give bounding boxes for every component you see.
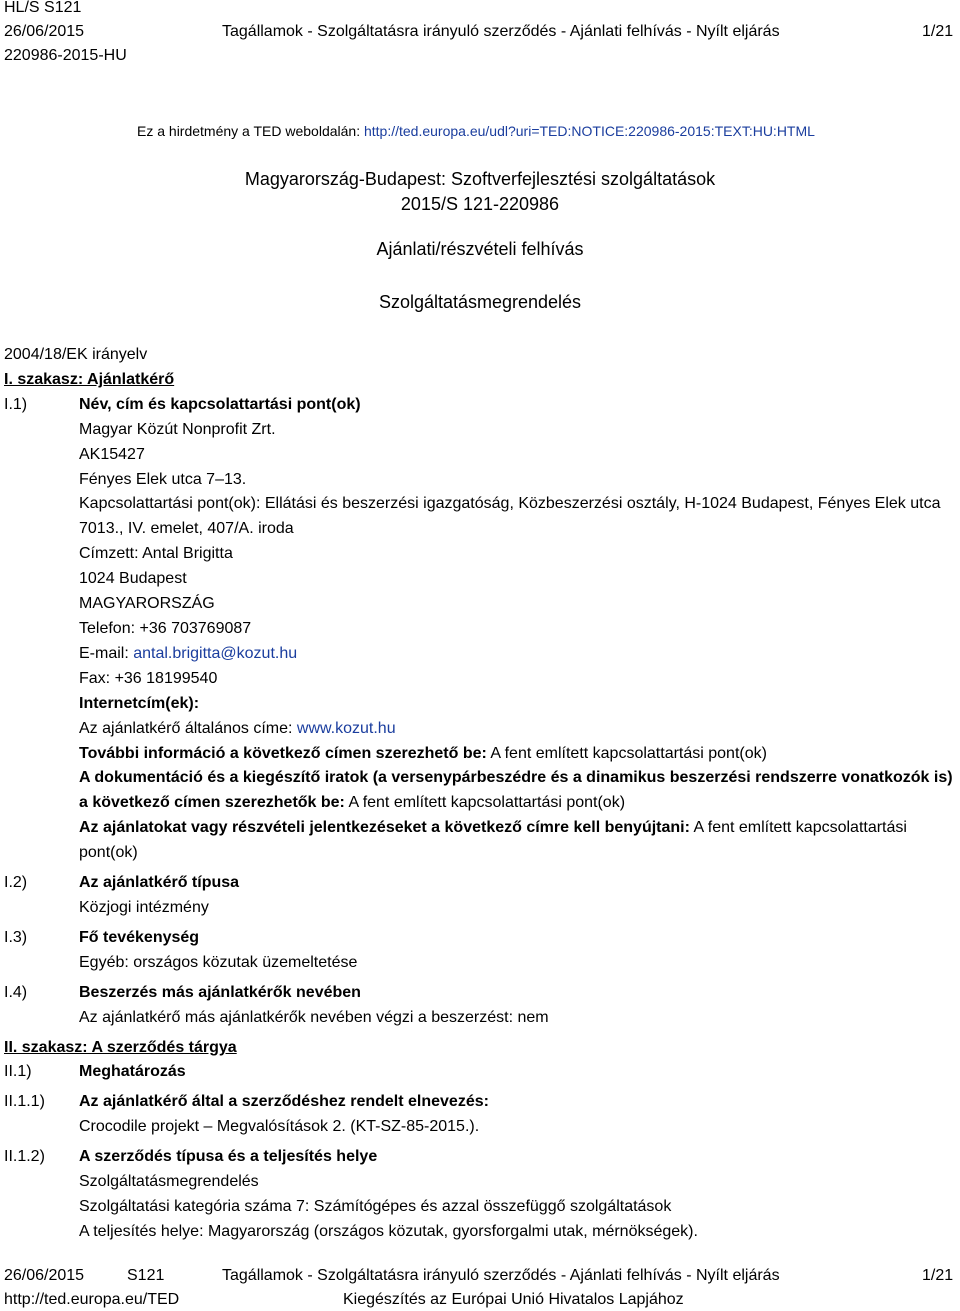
- document-id: HL/S S121: [4, 0, 82, 16]
- email-link[interactable]: antal.brigitta@kozut.hu: [133, 645, 298, 662]
- footer-date: 26/06/2015: [4, 1267, 85, 1284]
- country: MAGYARORSZÁG: [79, 595, 215, 612]
- section-1-4-number: I.4): [4, 984, 28, 1001]
- section-2-1-1-number: II.1.1): [4, 1093, 45, 1110]
- section-1-1-title: Név, cím és kapcsolattartási pont(ok): [79, 396, 361, 413]
- notice-reference: 2015/S 121-220986: [400, 194, 560, 214]
- service-category: Szolgáltatási kategória száma 7: Számítógépes és azzal összefüggő szolgáltatások: [79, 1198, 672, 1215]
- ted-notice-link[interactable]: http://ted.europa.eu/udl?uri=TED:NOTICE:220986-2015:TEXT:HU:HTML: [363, 123, 815, 139]
- on-behalf-statement: Az ajánlatkérő más ajánlatkérők nevében végzi a beszerzést: nem: [79, 1009, 549, 1026]
- footer-supplement: Kiegészítés az Európai Unió Hivatalos Lapjához: [343, 1291, 684, 1308]
- city: 1024 Budapest: [79, 570, 187, 587]
- general-address-line: [79, 721, 396, 737]
- section-2-1-2-title: A szerződés típusa és a teljesítés helye: [79, 1148, 378, 1165]
- section-2-1-title: Meghatározás: [79, 1063, 186, 1080]
- section-1-4-title: Beszerzés más ajánlatkérők nevében: [79, 984, 361, 1001]
- documents-value: A fent említett kapcsolattartási pont(ok): [344, 794, 626, 811]
- section-2-1-1-title: Az ajánlatkérő által a szerződéshez rendelt elnevezés:: [79, 1093, 489, 1110]
- section-2-1-2-number: II.1.2): [4, 1148, 45, 1165]
- tenders-label: Az ajánlatokat vagy részvételi jelentkezéseket a következő címre kell benyújtani:: [79, 819, 690, 836]
- notice-type: Ajánlati/részvételi felhívás: [376, 239, 584, 259]
- further-info-value: A fent említett kapcsolattartási pont(ok): [486, 745, 767, 762]
- attention-to: Címzett: Antal Brigitta: [79, 545, 233, 562]
- general-address-label: Az ajánlatkérő általános címe:: [79, 720, 297, 737]
- section-1-heading: I. szakasz: Ajánlatkérő: [4, 371, 175, 388]
- footer-title: Tagállamok - Szolgáltatásra irányuló szerződés - Ajánlati felhívás - Nyílt eljárás: [222, 1267, 780, 1284]
- notice-number: 220986-2015-HU: [4, 47, 127, 64]
- organisation-name: Magyar Közút Nonprofit Zrt.: [79, 421, 276, 438]
- organisation-code: AK15427: [79, 446, 145, 463]
- further-info-line: [79, 746, 767, 762]
- notice-main-title: Magyarország-Budapest: Szoftverfejlesztési szolgáltatások: [244, 169, 716, 189]
- header-page-number: 1/21: [922, 23, 954, 40]
- contract-type: Szolgáltatásmegrendelés: [378, 292, 582, 312]
- contract-title: Crocodile projekt – Megvalósítások 2. (KT-SZ-85-2015.).: [79, 1118, 480, 1135]
- contract-kind: Szolgáltatásmegrendelés: [79, 1173, 259, 1190]
- header-title: Tagállamok - Szolgáltatásra irányuló szerződés - Ajánlati felhívás - Nyílt eljárás: [222, 23, 780, 40]
- street-address: Fényes Elek utca 7–13.: [79, 471, 247, 488]
- section-1-2-title: Az ajánlatkérő típusa: [79, 874, 240, 891]
- section-1-2-number: I.2): [4, 874, 28, 891]
- internet-addresses-label: Internetcím(ek):: [79, 695, 200, 712]
- general-address-link[interactable]: www.kozut.hu: [296, 720, 396, 737]
- footer-ted-url[interactable]: http://ted.europa.eu/TED: [4, 1291, 180, 1308]
- section-2-heading: II. szakasz: A szerződés tárgya: [4, 1039, 237, 1056]
- authority-type: Közjogi intézmény: [79, 899, 209, 916]
- section-1-1-number: I.1): [4, 396, 28, 413]
- fax: Fax: +36 18199540: [79, 670, 218, 687]
- ted-link-prefix: Ez a hirdetmény a TED weboldalán:: [137, 123, 364, 139]
- phone: Telefon: +36 703769087: [79, 620, 252, 637]
- header-date: 26/06/2015: [4, 23, 85, 40]
- tenders-value: A fent említett kapcsolattartási pont(ok): [79, 819, 907, 861]
- email-line: [79, 646, 297, 662]
- section-1-3-title: Fő tevékenység: [79, 929, 200, 946]
- email-label: E-mail:: [79, 645, 134, 662]
- place-of-performance: A teljesítés helye: Magyarország (országos közutak, gyorsforgalmi utak, mérnökségek).: [79, 1223, 698, 1240]
- documents-label: A dokumentáció és a kiegészítő iratok (a versenypárbeszédre és a dinamikus beszerzési rendszerre vonatkozók is) a következő címen szerezhetők be:: [79, 769, 953, 811]
- ted-link-line: [137, 124, 815, 138]
- further-info-label: További információ a következő címen szerezhető be:: [79, 745, 487, 762]
- footer-page-number: 1/21: [922, 1267, 954, 1284]
- contact-points: Kapcsolattartási pont(ok): Ellátási és beszerzési igazgatóság, Közbeszerzési osztály, H-1024 Budapest, Fényes Elek utca 7013., IV. emelet, 407/A. iroda: [79, 495, 941, 537]
- directive: 2004/18/EK irányelv: [4, 346, 148, 363]
- section-1-3-number: I.3): [4, 929, 28, 946]
- footer-series: S121: [127, 1267, 165, 1284]
- main-activity: Egyéb: országos közutak üzemeltetése: [79, 954, 358, 971]
- section-2-1-number: II.1): [4, 1063, 32, 1080]
- tenders-info: [79, 815, 957, 865]
- documents-info: [79, 765, 957, 815]
